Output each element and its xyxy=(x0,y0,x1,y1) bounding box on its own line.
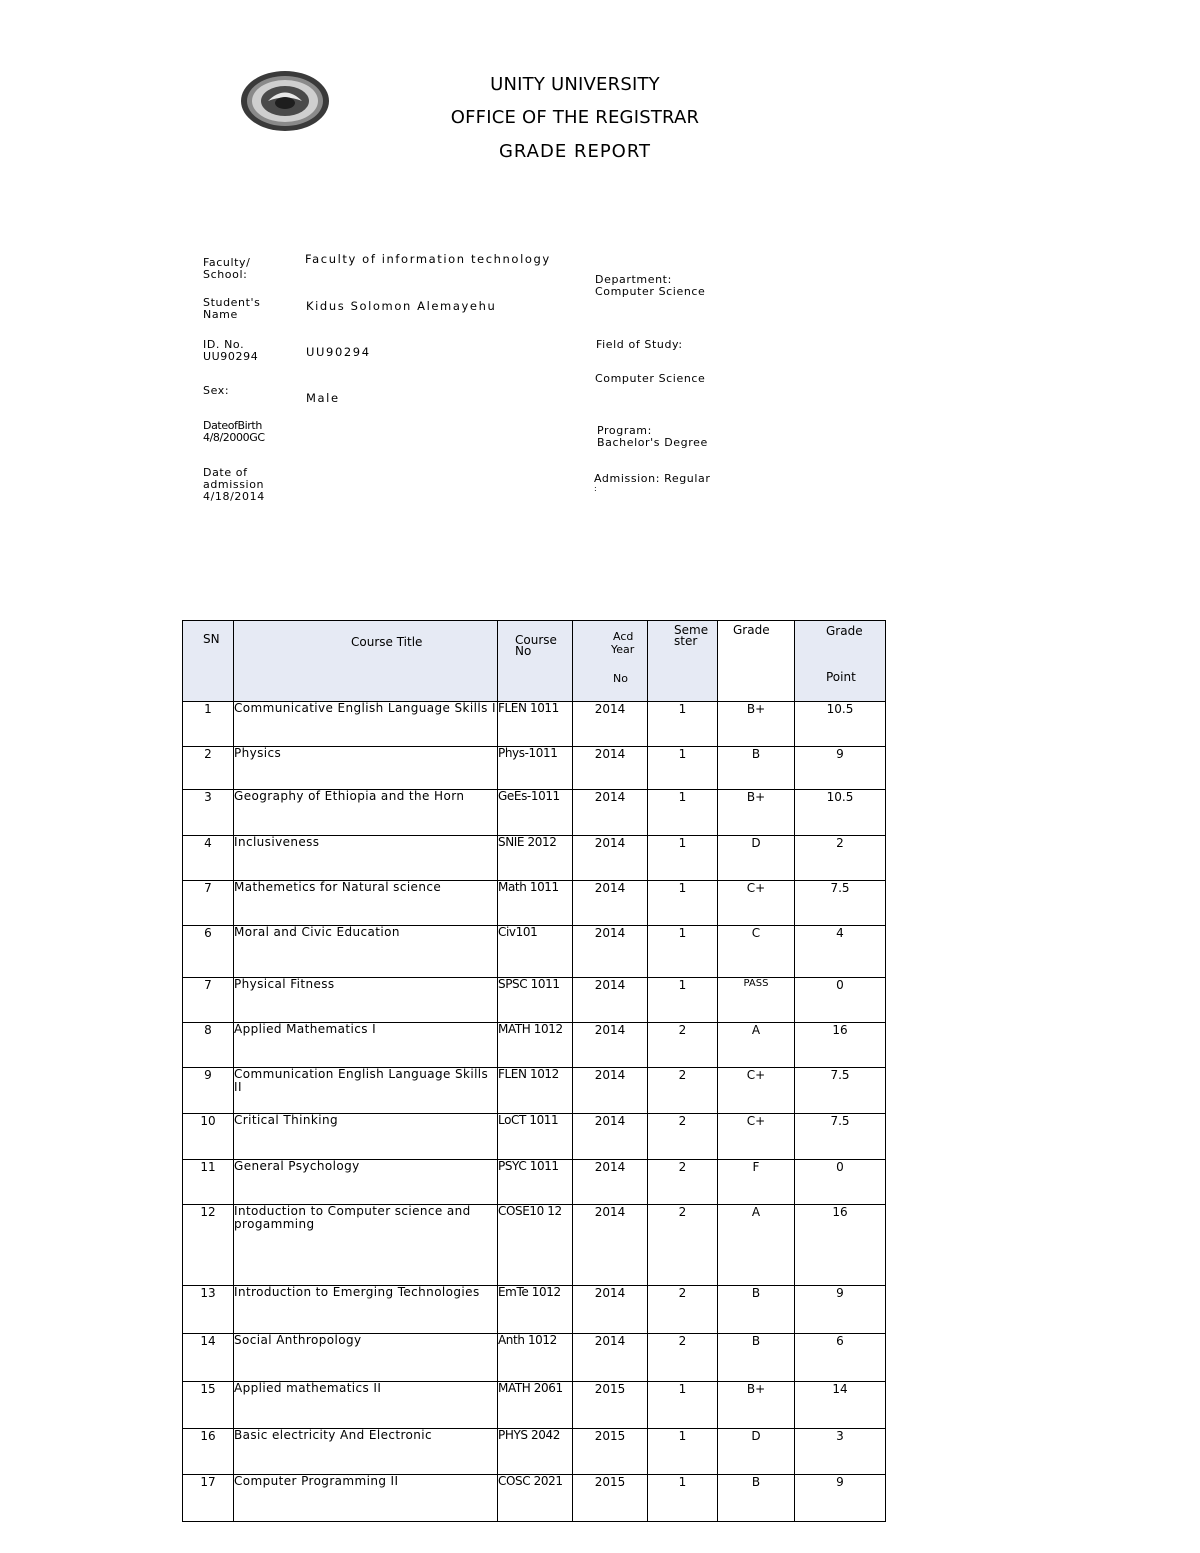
cell-course-title: Communicative English Language Skills I xyxy=(234,702,498,747)
program-value: Bachelor's Degree xyxy=(597,436,708,449)
cell-semester: 1 xyxy=(648,1475,718,1522)
cell-grade: C xyxy=(718,926,795,978)
header-course-title-text: Course Title xyxy=(351,635,423,649)
header-no-text: No xyxy=(613,672,628,685)
cell-year: 2014 xyxy=(573,1068,648,1114)
cell-course-title: Intoduction to Computer science and progamming xyxy=(234,1205,498,1286)
table-row xyxy=(183,926,886,978)
cell-grade: B xyxy=(718,1334,795,1382)
table-row xyxy=(183,881,886,926)
cell-course-no: Anth 1012 xyxy=(498,1334,573,1382)
cell-sn: 8 xyxy=(183,1023,234,1068)
cell-sn: 9 xyxy=(183,1068,234,1114)
student-name-label-line: Name xyxy=(203,308,238,321)
header-sn-text: SN xyxy=(203,632,220,646)
table-row xyxy=(183,1160,886,1205)
cell-sn: 10 xyxy=(183,1114,234,1160)
header-course-title xyxy=(234,621,498,702)
cell-grade: B+ xyxy=(718,1382,795,1429)
cell-course-no: Math 1011 xyxy=(498,881,573,926)
table-row xyxy=(183,1429,886,1475)
header-course-no-text xyxy=(515,635,557,657)
cell-year: 2014 xyxy=(573,836,648,881)
admission xyxy=(594,473,711,493)
date-of-birth xyxy=(203,420,265,444)
cell-course-title: Inclusiveness xyxy=(234,836,498,881)
cell-semester: 1 xyxy=(648,747,718,790)
cell-year: 2015 xyxy=(573,1475,648,1522)
grade-table xyxy=(182,620,886,1522)
table-row xyxy=(183,1382,886,1429)
student-name-value: Kidus Solomon Alemayehu xyxy=(306,299,497,313)
table-row xyxy=(183,978,886,1023)
header-point-text: Point xyxy=(826,670,856,684)
cell-course-no: COSC 2021 xyxy=(498,1475,573,1522)
cell-year: 2015 xyxy=(573,1382,648,1429)
cell-grade-point: 9 xyxy=(795,1286,886,1334)
cell-course-title: Applied mathematics II xyxy=(234,1382,498,1429)
faculty-label-line: Faculty/ xyxy=(203,256,251,269)
cell-semester: 2 xyxy=(648,1334,718,1382)
program xyxy=(597,425,708,449)
cell-course-no: PHYS 2042 xyxy=(498,1429,573,1475)
admission-tail: : xyxy=(594,484,598,493)
date-of-admission xyxy=(203,467,265,503)
cell-sn: 14 xyxy=(183,1334,234,1382)
cell-course-title: Geography of Ethiopia and the Horn xyxy=(234,790,498,836)
cell-course-no: Civ101 xyxy=(498,926,573,978)
cell-semester: 1 xyxy=(648,790,718,836)
header-grade-text: Grade xyxy=(733,623,770,637)
faculty-label-line: School: xyxy=(203,268,248,281)
table-row xyxy=(183,1475,886,1522)
cell-grade: C+ xyxy=(718,1114,795,1160)
header-sn xyxy=(183,621,234,702)
id-value: UU90294 xyxy=(306,345,371,359)
cell-semester: 1 xyxy=(648,702,718,747)
cell-grade: B xyxy=(718,747,795,790)
cell-course-title: Moral and Civic Education xyxy=(234,926,498,978)
cell-year: 2014 xyxy=(573,926,648,978)
cell-course-title: Mathemetics for Natural science xyxy=(234,881,498,926)
cell-grade-point: 9 xyxy=(795,1475,886,1522)
cell-course-no: COSE10 12 xyxy=(498,1205,573,1286)
cell-semester: 2 xyxy=(648,1023,718,1068)
cell-grade-point: 6 xyxy=(795,1334,886,1382)
cell-course-title: General Psychology xyxy=(234,1160,498,1205)
id-label-line: ID. No. xyxy=(203,338,245,351)
cell-grade: D xyxy=(718,1429,795,1475)
cell-grade: D xyxy=(718,836,795,881)
cell-sn: 13 xyxy=(183,1286,234,1334)
cell-year: 2014 xyxy=(573,1114,648,1160)
cell-sn: 3 xyxy=(183,790,234,836)
cell-grade: PASS xyxy=(718,978,795,1023)
header-course-no xyxy=(498,621,573,702)
faculty-label xyxy=(203,257,250,281)
table-row xyxy=(183,747,886,790)
cell-semester: 1 xyxy=(648,926,718,978)
cell-course-title: Critical Thinking xyxy=(234,1114,498,1160)
cell-semester: 1 xyxy=(648,1429,718,1475)
cell-year: 2014 xyxy=(573,1286,648,1334)
cell-grade-point: 7.5 xyxy=(795,1068,886,1114)
cell-grade-point: 0 xyxy=(795,978,886,1023)
cell-course-title: Social Anthropology xyxy=(234,1334,498,1382)
id-label xyxy=(203,339,258,363)
cell-course-title: Introduction to Emerging Technologies xyxy=(234,1286,498,1334)
admission-label: Admission: Regular xyxy=(594,472,711,485)
date-of-birth-line: 4/8/2000GC xyxy=(203,431,265,444)
student-name-label xyxy=(203,297,260,321)
student-name-label-line: Student's xyxy=(203,296,261,309)
cell-course-no: MATH 1012 xyxy=(498,1023,573,1068)
cell-sn: 12 xyxy=(183,1205,234,1286)
cell-course-no: Phys-1011 xyxy=(498,747,573,790)
cell-sn: 15 xyxy=(183,1382,234,1429)
table-row xyxy=(183,836,886,881)
cell-semester: 1 xyxy=(648,836,718,881)
program-label: Program: xyxy=(597,424,652,437)
table-row xyxy=(183,790,886,836)
cell-grade: C+ xyxy=(718,881,795,926)
table-row xyxy=(183,1068,886,1114)
header-grade xyxy=(718,621,795,702)
field-of-study-label xyxy=(596,339,683,351)
cell-grade: F xyxy=(718,1160,795,1205)
cell-course-no: PSYC 1011 xyxy=(498,1160,573,1205)
header-acd-text: Acd xyxy=(613,630,634,643)
cell-semester: 2 xyxy=(648,1286,718,1334)
header-grade-point xyxy=(795,621,886,702)
report-title: GRADE REPORT xyxy=(498,141,652,162)
date-of-admission-line: Date of xyxy=(203,466,248,479)
cell-course-title: Applied Mathematics I xyxy=(234,1023,498,1068)
sex-value: Male xyxy=(306,391,340,405)
cell-course-title: Physical Fitness xyxy=(234,978,498,1023)
cell-year: 2014 xyxy=(573,1334,648,1382)
cell-grade-point: 16 xyxy=(795,1023,886,1068)
table-row xyxy=(183,1023,886,1068)
cell-grade-point: 4 xyxy=(795,926,886,978)
cell-year: 2014 xyxy=(573,1023,648,1068)
cell-grade: A xyxy=(718,1023,795,1068)
sex-label-line: Sex: xyxy=(203,384,230,397)
cell-semester: 2 xyxy=(648,1114,718,1160)
cell-grade-point: 3 xyxy=(795,1429,886,1475)
cell-course-no: SNIE 2012 xyxy=(498,836,573,881)
cell-semester: 1 xyxy=(648,978,718,1023)
header-semester xyxy=(648,621,718,702)
department xyxy=(595,274,705,298)
table-row xyxy=(183,702,886,747)
cell-course-no: FLEN 1011 xyxy=(498,702,573,747)
header-semester-text xyxy=(674,625,708,647)
cell-sn: 17 xyxy=(183,1475,234,1522)
cell-sn: 7 xyxy=(183,978,234,1023)
cell-sn: 1 xyxy=(183,702,234,747)
table-row xyxy=(183,1114,886,1160)
header-year-text: Year xyxy=(611,643,635,656)
cell-sn: 4 xyxy=(183,836,234,881)
university-logo-seal xyxy=(240,70,330,132)
cell-course-no: FLEN 1012 xyxy=(498,1068,573,1114)
cell-sn: 7 xyxy=(183,881,234,926)
table-row xyxy=(183,1286,886,1334)
university-name: UNITY UNIVERSITY xyxy=(490,74,660,95)
cell-sn: 16 xyxy=(183,1429,234,1475)
cell-grade-point: 14 xyxy=(795,1382,886,1429)
header-grade-point-text: Grade xyxy=(826,624,863,638)
cell-course-no: LoCT 1011 xyxy=(498,1114,573,1160)
cell-grade: B+ xyxy=(718,790,795,836)
cell-sn: 11 xyxy=(183,1160,234,1205)
table-row xyxy=(183,1334,886,1382)
cell-year: 2014 xyxy=(573,790,648,836)
cell-year: 2014 xyxy=(573,1205,648,1286)
cell-year: 2014 xyxy=(573,747,648,790)
field-of-study-value-text: Computer Science xyxy=(595,372,706,385)
header-semester-line: ster xyxy=(674,634,698,648)
header-course-no-line: No xyxy=(515,644,532,658)
cell-sn: 2 xyxy=(183,747,234,790)
cell-course-no: EmTe 1012 xyxy=(498,1286,573,1334)
header-semester-line: Seme xyxy=(674,623,709,637)
cell-grade-point: 2 xyxy=(795,836,886,881)
office-title: OFFICE OF THE REGISTRAR xyxy=(450,107,700,128)
cell-semester: 1 xyxy=(648,1382,718,1429)
cell-grade-point: 10.5 xyxy=(795,790,886,836)
cell-course-title: Basic electricity And Electronic xyxy=(234,1429,498,1475)
sex-label xyxy=(203,385,229,397)
cell-grade-point: 16 xyxy=(795,1205,886,1286)
cell-course-no: GeEs-1011 xyxy=(498,790,573,836)
cell-grade-point: 7.5 xyxy=(795,1114,886,1160)
cell-grade: B xyxy=(718,1286,795,1334)
cell-grade-point: 7.5 xyxy=(795,881,886,926)
cell-year: 2015 xyxy=(573,1429,648,1475)
cell-grade: A xyxy=(718,1205,795,1286)
cell-semester: 1 xyxy=(648,881,718,926)
cell-grade-point: 10.5 xyxy=(795,702,886,747)
faculty-value: Faculty of information technology xyxy=(305,252,551,266)
cell-sn: 6 xyxy=(183,926,234,978)
cell-grade-point: 9 xyxy=(795,747,886,790)
cell-year: 2014 xyxy=(573,881,648,926)
date-of-admission-line: 4/18/2014 xyxy=(203,490,265,503)
field-of-study-value xyxy=(595,373,705,385)
department-value: Computer Science xyxy=(595,285,706,298)
cell-course-title: Physics xyxy=(234,747,498,790)
cell-course-title: Communication English Language Skills II xyxy=(234,1068,498,1114)
date-of-birth-line: DateofBirth xyxy=(203,419,262,432)
header-acd-year xyxy=(573,621,648,702)
cell-course-no: SPSC 1011 xyxy=(498,978,573,1023)
cell-semester: 2 xyxy=(648,1160,718,1205)
cell-year: 2014 xyxy=(573,978,648,1023)
cell-year: 2014 xyxy=(573,702,648,747)
department-label: Department: xyxy=(595,273,672,286)
cell-grade: C+ xyxy=(718,1068,795,1114)
cell-semester: 2 xyxy=(648,1205,718,1286)
table-header-row xyxy=(183,621,886,702)
field-of-study-label-text: Field of Study: xyxy=(596,338,683,351)
header-course-no-line: Course xyxy=(515,633,557,647)
cell-grade-point: 0 xyxy=(795,1160,886,1205)
table-row xyxy=(183,1205,886,1286)
cell-semester: 2 xyxy=(648,1068,718,1114)
id-label-line: UU90294 xyxy=(203,350,259,363)
cell-grade: B+ xyxy=(718,702,795,747)
cell-course-no: MATH 2061 xyxy=(498,1382,573,1429)
cell-grade: B xyxy=(718,1475,795,1522)
date-of-admission-line: admission xyxy=(203,478,265,491)
cell-year: 2014 xyxy=(573,1160,648,1205)
cell-course-title: Computer Programming II xyxy=(234,1475,498,1522)
